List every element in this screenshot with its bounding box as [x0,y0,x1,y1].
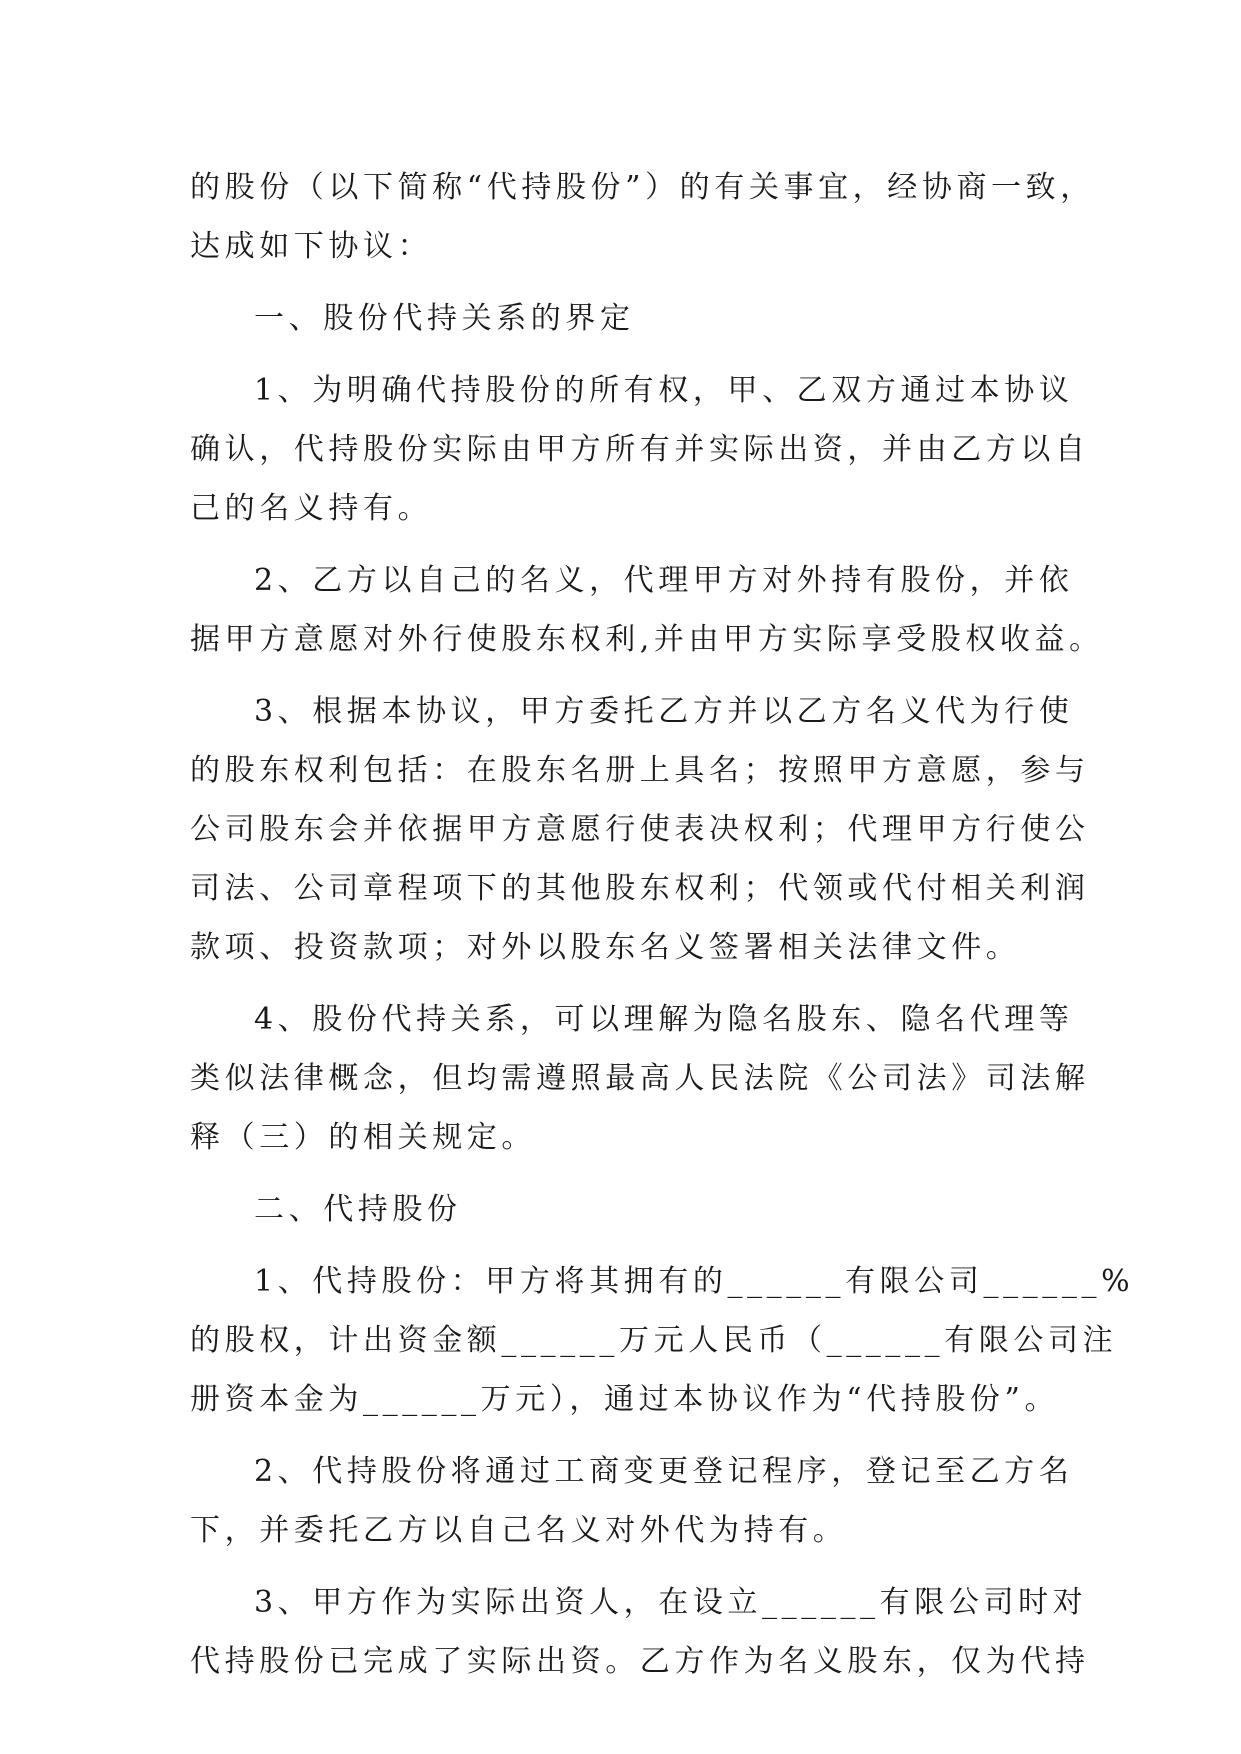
text-line: 释（三）的相关规定。 [190,1120,536,1155]
document-body [190,158,1135,1691]
text-line: 2、乙方以自己的名义，代理甲方对外持有股份，并依 [254,563,1074,598]
text-line: 3、根据本协议，甲方委托乙方并以乙方名义代为行使 [254,694,1074,729]
paragraph-gap [190,538,1070,551]
text-line: 下，并委托乙方以自己名义对外代为持有。 [190,1513,848,1548]
text-line: 司法、公司章程项下的其他股东权利；代领或代付相关利润 [190,871,1090,906]
text-line: 二、代持股份 [254,1192,462,1227]
text-line: 代持股份已完成了实际出资。乙方作为名义股东，仅为代持 [190,1644,1090,1679]
paragraph-gap [190,348,1070,361]
text-line: 4、股份代持关系，可以理解为隐名股东、隐名代理等 [254,1002,1074,1037]
text-line: 的股权，计出资金额______万元人民币（______有限公司注 [190,1323,1118,1358]
paragraph-gap [190,1429,1070,1442]
text-line: 类似法律概念，但均需遵照最高人民法院《公司法》司法解 [190,1061,1090,1096]
text-line: 1、代持股份：甲方将其拥有的______有限公司______% [254,1264,1135,1299]
paragraph-gap [190,977,1070,990]
text-line: 的股份（以下简称“代持股份”）的有关事宜，经协商一致， [190,170,1095,205]
text-line: 达成如下协议： [190,229,433,264]
paragraph-gap [190,1560,1070,1573]
text-line: 确认，代持股份实际由甲方所有并实际出资，并由乙方以自 [190,432,1090,467]
text-line: 册资本金为______万元），通过本协议作为“代持股份”。 [190,1382,1060,1417]
text-line: 2、代持股份将通过工商变更登记程序，登记至乙方名 [254,1454,1074,1489]
text-line: 己的名义持有。 [190,491,433,526]
paragraph-gap [190,276,1070,289]
text-line: 3、甲方作为实际出资人，在设立______有限公司时对 [254,1585,1088,1620]
paragraph-gap [190,1239,1070,1252]
text-line: 公司股东会并依据甲方意愿行使表决权利；代理甲方行使公 [190,812,1090,847]
text-line: 1、为明确代持股份的所有权，甲、乙双方通过本协议 [254,373,1074,408]
paragraph-gap [190,1167,1070,1180]
text-line: 的股东权利包括：在股东名册上具名；按照甲方意愿，参与 [190,753,1090,788]
text-line: 据甲方意愿对外行使股东权利,并由甲方实际享受股权收益。 [190,622,1104,657]
text-line: 款项、投资款项；对外以股东名义签署相关法律文件。 [190,930,1021,965]
text-line: 一、股份代持关系的界定 [254,301,635,336]
paragraph-gap [190,669,1070,682]
